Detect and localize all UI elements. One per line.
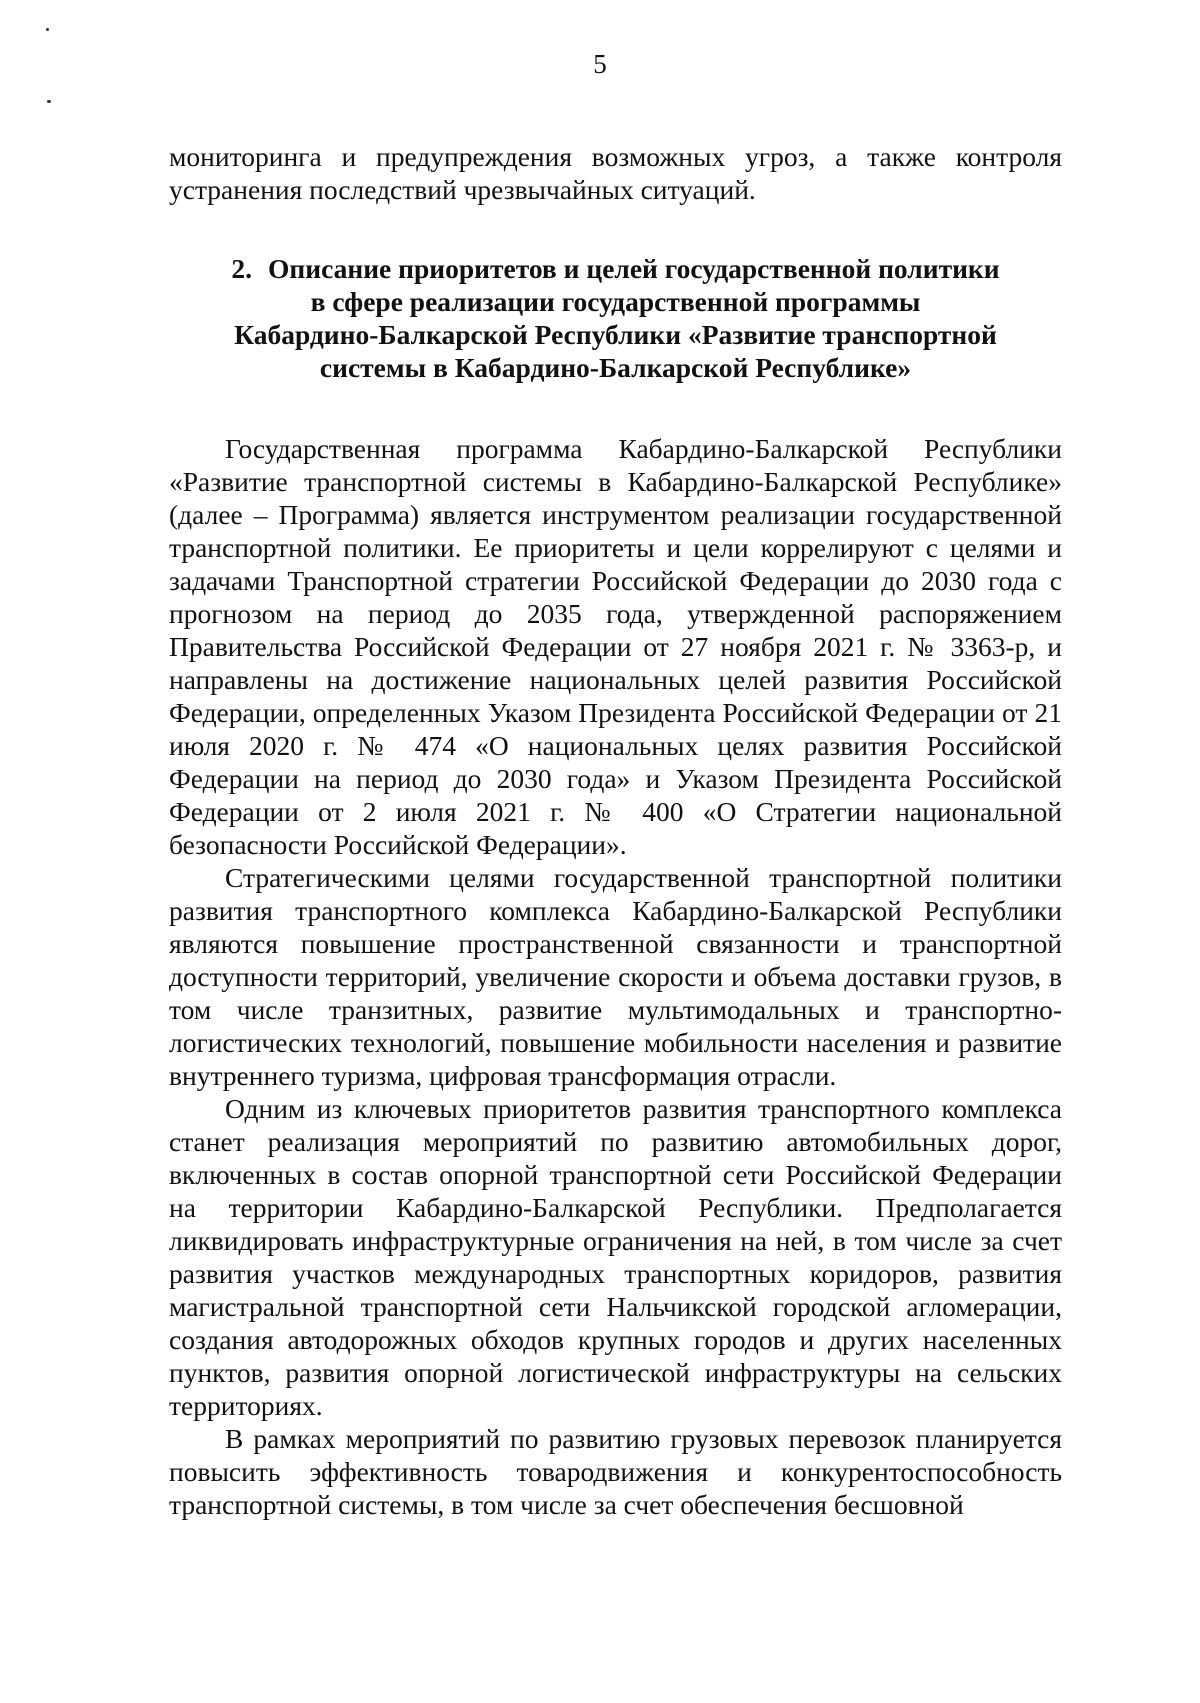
scan-speck xyxy=(46,28,49,31)
intro-paragraph: мониторинга и предупреждения возможных угроз, а также контроля устранения последствий чрезвычайных ситуаций. xyxy=(169,141,1062,205)
section-title-line: Кабардино-Балкарской Республики «Развитие транспортной xyxy=(234,319,997,350)
body-paragraph: Государственная программа Кабардино-Балкарской Республики «Развитие транспортной системы в Кабардино-Балкарской Республике» (далее – Программа) является инструментом реализации государственной транспортной политики. Ее приоритеты и цели коррелируют с целями и задачами Транспортной стратегии Российской Федерации до 2030 года с прогнозом на период до 2035 года, утвержденной распоряжением Правительства Российской Федерации от 27 ноября 2021 г. № 3363-р, и направлены на достижение национальных целей развития Российской Федерации, определенных Указом Президента Российской Федерации от 21 июля 2020 г. № 474 «О национальных целях развития Российской Федерации на период до 2030 года» и Указом Президента Российской Федерации от 2 июля 2021 г. № 400 «О Стратегии национальной безопасности Российской Федерации». xyxy=(169,433,1062,860)
body-paragraph: В рамках мероприятий по развитию грузовых перевозок планируется повысить эффективность товародвижения и конкурентоспособность транспортной системы, в том числе за счет обеспечения бесшовной xyxy=(169,1423,1062,1520)
section-number: 2. xyxy=(231,253,252,284)
section-title-line: Описание приоритетов и целей государственной политики xyxy=(267,253,1000,284)
document-body xyxy=(169,140,1062,1521)
section-heading-line-1 xyxy=(169,252,1062,285)
section-title-line: в сфере реализации государственной программы xyxy=(310,286,921,317)
section-title-line: системы в Кабардино-Балкарской Республике» xyxy=(319,352,912,383)
scan-speck xyxy=(47,100,51,103)
page-number: 5 xyxy=(593,49,607,79)
body-paragraph: Стратегическими целями государственной транспортной политики развития транспортного комплекса Кабардино-Балкарской Республики являются повышение пространственной связанности и транспортной доступности территорий, увеличение скорости и объема доставки грузов, в том числе транзитных, развитие мультимодальных и транспортно-логистических технологий, повышение мобильности населения и развитие внутреннего туризма, цифровая трансформация отрасли. xyxy=(169,862,1062,1091)
body-paragraph: Одним из ключевых приоритетов развития транспортного комплекса станет реализация мероприятий по развитию автомобильных дорог, включенных в состав опорной транспортной сети Российской Федерации на территории Кабардино-Балкарской Республики. Предполагается ликвидировать инфраструктурные ограничения на ней, в том числе за счет развития участков международных транспортных коридоров, развития магистральной транспортной сети Нальчикской городской агломерации, создания автодорожных обходов крупных городов и других населенных пунктов, развития опорной логистической инфраструктуры на сельских территориях. xyxy=(169,1093,1062,1421)
section-heading xyxy=(169,252,1062,384)
